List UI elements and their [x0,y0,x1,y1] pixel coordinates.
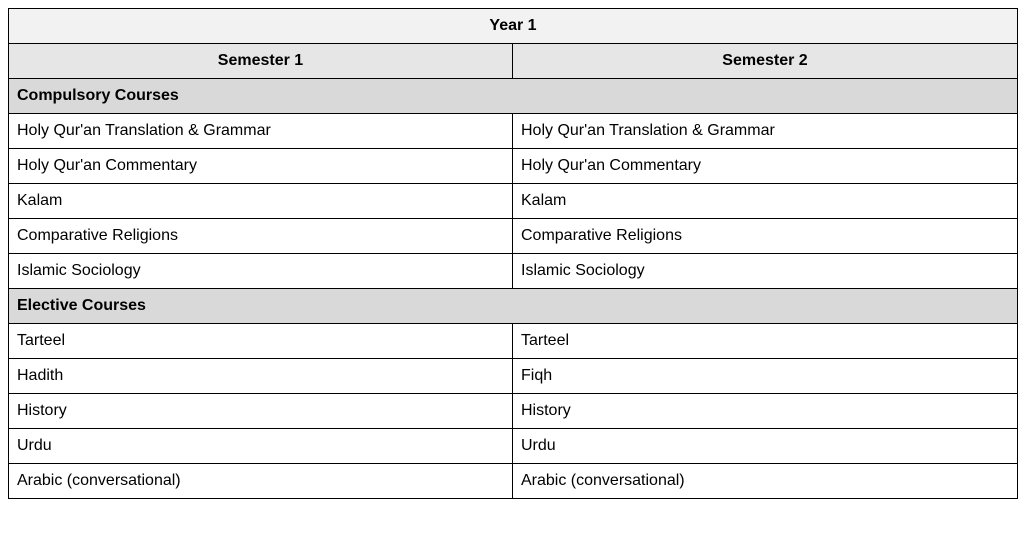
course-cell-semester-2: Islamic Sociology [513,254,1018,289]
table-row [9,464,1018,499]
curriculum-table-container [8,8,1017,499]
table-row [9,184,1018,219]
course-cell-semester-1: Hadith [9,359,513,394]
table-row [9,254,1018,289]
section-title-elective: Elective Courses [9,289,1018,324]
course-cell-semester-1: Kalam [9,184,513,219]
course-cell-semester-1: Holy Qur'an Translation & Grammar [9,114,513,149]
semester-1-header: Semester 1 [9,44,513,79]
course-cell-semester-1: Holy Qur'an Commentary [9,149,513,184]
table-row [9,219,1018,254]
course-cell-semester-2: Holy Qur'an Commentary [513,149,1018,184]
year-header-row [9,9,1018,44]
table-row [9,324,1018,359]
course-cell-semester-1: History [9,394,513,429]
course-cell-semester-2: Holy Qur'an Translation & Grammar [513,114,1018,149]
curriculum-table [8,8,1018,499]
table-row [9,394,1018,429]
semester-2-header: Semester 2 [513,44,1018,79]
table-row [9,429,1018,464]
section-header-row-compulsory [9,79,1018,114]
semester-header-row [9,44,1018,79]
course-cell-semester-1: Islamic Sociology [9,254,513,289]
section-header-row-elective [9,289,1018,324]
course-cell-semester-2: Urdu [513,429,1018,464]
course-cell-semester-1: Tarteel [9,324,513,359]
table-row [9,359,1018,394]
course-cell-semester-2: Tarteel [513,324,1018,359]
year-title: Year 1 [9,9,1018,44]
course-cell-semester-1: Arabic (conversational) [9,464,513,499]
course-cell-semester-2: Arabic (conversational) [513,464,1018,499]
course-cell-semester-2: Comparative Religions [513,219,1018,254]
course-cell-semester-2: Kalam [513,184,1018,219]
course-cell-semester-1: Urdu [9,429,513,464]
section-title-compulsory: Compulsory Courses [9,79,1018,114]
course-cell-semester-2: Fiqh [513,359,1018,394]
course-cell-semester-1: Comparative Religions [9,219,513,254]
table-row [9,149,1018,184]
course-cell-semester-2: History [513,394,1018,429]
table-row [9,114,1018,149]
